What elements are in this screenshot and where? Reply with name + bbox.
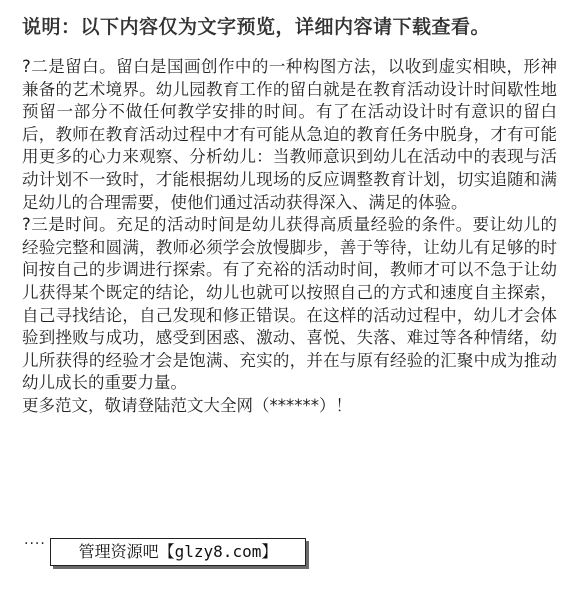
footer-promo-text: 更多范文，敬请登陆范文大全网（******）！ <box>22 395 352 415</box>
paragraph-blank-space: ?二是留白。留白是国画创作中的一种构图方法，以收到虚实相映，形神兼备的艺术境界。幼儿园教育工作的留白就是在教育活动设计时间歇性地预留一部分不做任何教学安排的时间。有了在活动设计时有意识的留白后，教师在教育活动过程中才有可能从急迫的教育任务中脱身，才有可能用更多的心力来观察、分析幼儿：当教师意识到幼儿在活动中的表现与活动计划不一致时，才能根据幼儿现场的反应调整教育计划，切实追随和满足幼儿的合理需要，使他们通过活动获得深入、满足的体验。 <box>22 57 557 212</box>
paragraph-time: ?三是时间。充足的活动时间是幼儿获得高质量经验的条件。要让幼儿的经验完整和圆满，教师必须学会放慢脚步，善于等待，让幼儿有足够的时间按自己的步调进行探索。有了充裕的活动时间，教师才可以不急于让幼儿获得某个既定的结论，幼儿也就可以按照自己的方式和速度自主探索，自己寻找结论，自己发现和修正错误。在这样的活动过程中，幼儿才会体验到挫败与成功，感受到困惑、激动、喜悦、失落、难过等各种情绪，幼儿所获得的经验才会是饱满、充实的，并在与原有经验的汇聚中成为推动幼儿成长的重要力量。 <box>22 215 557 393</box>
preview-notice: 说明：以下内容仅为文字预览，详细内容请下载查看。 <box>22 16 491 38</box>
document-body <box>22 56 557 418</box>
truncation-ellipsis: .... <box>24 532 46 548</box>
watermark-stamp: 管理资源吧【glzy8.com】 <box>50 538 306 566</box>
